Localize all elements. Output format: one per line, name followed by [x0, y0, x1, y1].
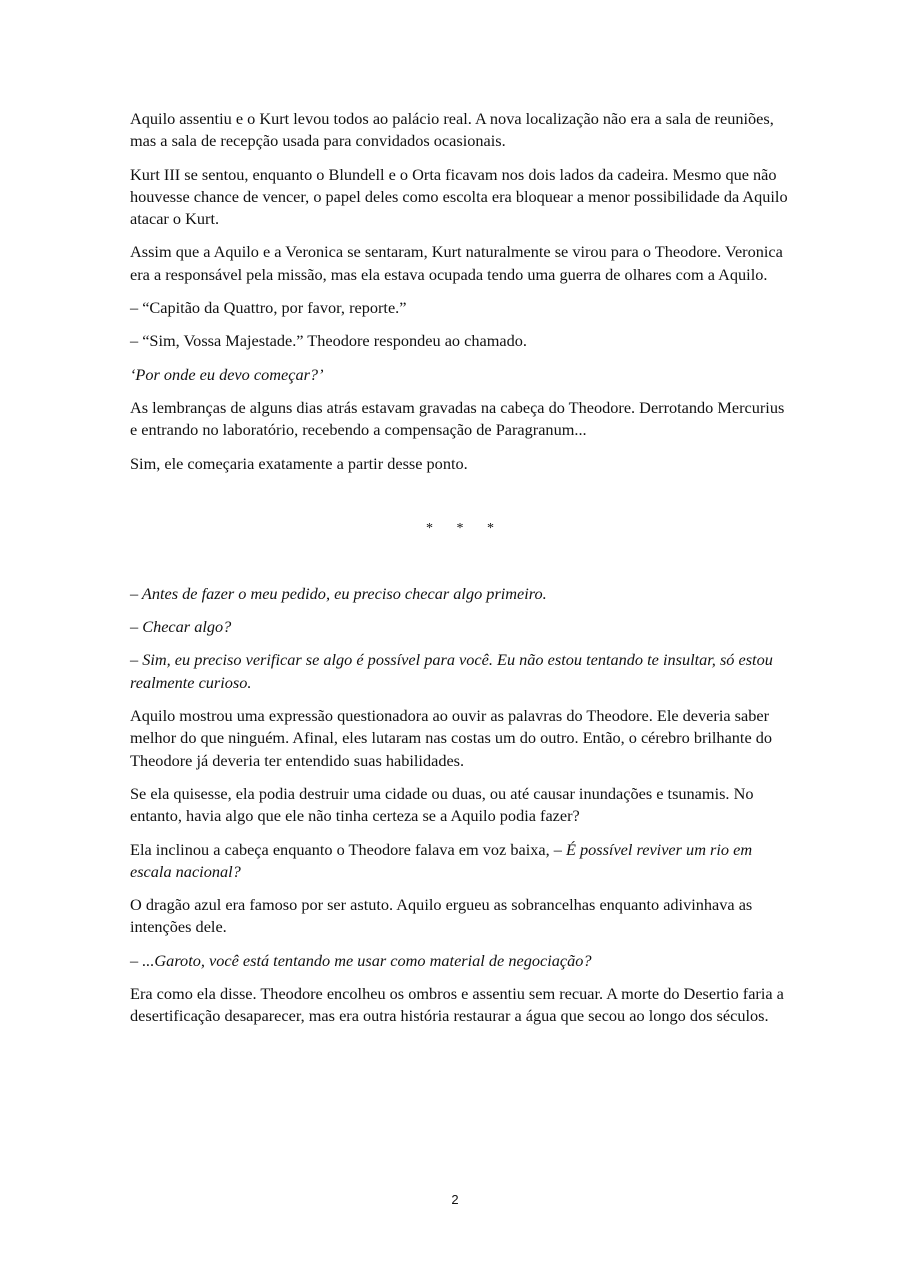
paragraph-start-point: Sim, ele começaria exatamente a partir desse ponto.: [130, 453, 468, 473]
dialogue-theodore-reply: – “Sim, Vossa Majestade.” Theodore respondeu ao chamado.: [130, 331, 527, 351]
dialogue-verify-possible: – Sim, eu preciso verificar se algo é possível para você. Eu não estou tentando te insultar, só estou realmente curioso.: [130, 650, 773, 692]
paragraph-tilted-head: [130, 839, 790, 884]
paragraph-tilted-head-text: Ela inclinou a cabeça enquanto o Theodore falava em voz baixa,: [130, 839, 554, 859]
paragraph-aquilo-expression: Aquilo mostrou uma expressão questionadora ao ouvir as palavras do Theodore. Ele deveria saber melhor do que ninguém. Afinal, eles lutaram nas costas um do outro. Então, o cérebro brilhante do Theodore já deveria ter entendido suas habilidades.: [130, 706, 773, 770]
separator-asterisk: *: [487, 520, 494, 536]
separator-asterisk: *: [426, 520, 433, 536]
paragraph-memories: As lembranças de alguns dias atrás estavam gravadas na cabeça do Theodore. Derrotando Mercurius e entrando no laboratório, recebendo a compensação de Paragranum...: [130, 397, 785, 440]
scene-separator: [130, 521, 790, 537]
paragraph-destroy-city: Se ela quisesse, ela podia destruir uma cidade ou duas, ou até causar inundações e tsunamis. No entanto, havia algo que ele não tinha certeza se a Aquilo podia fazer?: [130, 783, 754, 826]
document-page: [130, 108, 790, 1039]
dialogue-kurt-report: – “Capitão da Quattro, por favor, reporte.”: [130, 298, 407, 318]
paragraph-kurt-turns: Assim que a Aquilo e a Veronica se sentaram, Kurt naturalmente se virou para o Theodore. Veronica era a responsável pela missão, mas ela estava ocupada tendo uma guerra de olhares com a Aquilo.: [130, 242, 783, 284]
dialogue-before-request: – Antes de fazer o meu pedido, eu preciso checar algo primeiro.: [130, 583, 547, 603]
paragraph-kurt-seated: Kurt III se sentou, enquanto o Blundell e o Orta ficavam nos dois lados da cadeira. Mesmo que não houvesse chance de vencer, o papel deles como escolta era bloquear a menor possibilidade da Aquilo atacar o Kurt.: [130, 164, 788, 229]
page-number: 2: [451, 1192, 459, 1207]
thought-where-to-start: ‘Por onde eu devo começar?’: [130, 364, 324, 384]
paragraph-arrival: Aquilo assentiu e o Kurt levou todos ao palácio real. A nova localização não era a sala de reuniões, mas a sala de recepção usada para convidados ocasionais.: [130, 109, 774, 151]
paragraph-blue-dragon: O dragão azul era famoso por ser astuto. Aquilo ergueu as sobrancelhas enquanto adivinhava as intenções dele.: [130, 895, 753, 937]
dialogue-revive-river: – É possível reviver um rio em escala nacional?: [130, 839, 753, 881]
separator-asterisk: *: [456, 520, 464, 536]
dialogue-check-something: – Checar algo?: [130, 617, 232, 637]
paragraph-shrugged: Era como ela disse. Theodore encolheu os ombros e assentiu sem recuar. A morte do Desertio faria a desertificação desaparecer, mas era outra história restaurar a água que secou ao longo dos séculos.: [130, 984, 784, 1026]
dialogue-negotiation-material: – ...Garoto, você está tentando me usar como material de negociação?: [130, 950, 592, 970]
